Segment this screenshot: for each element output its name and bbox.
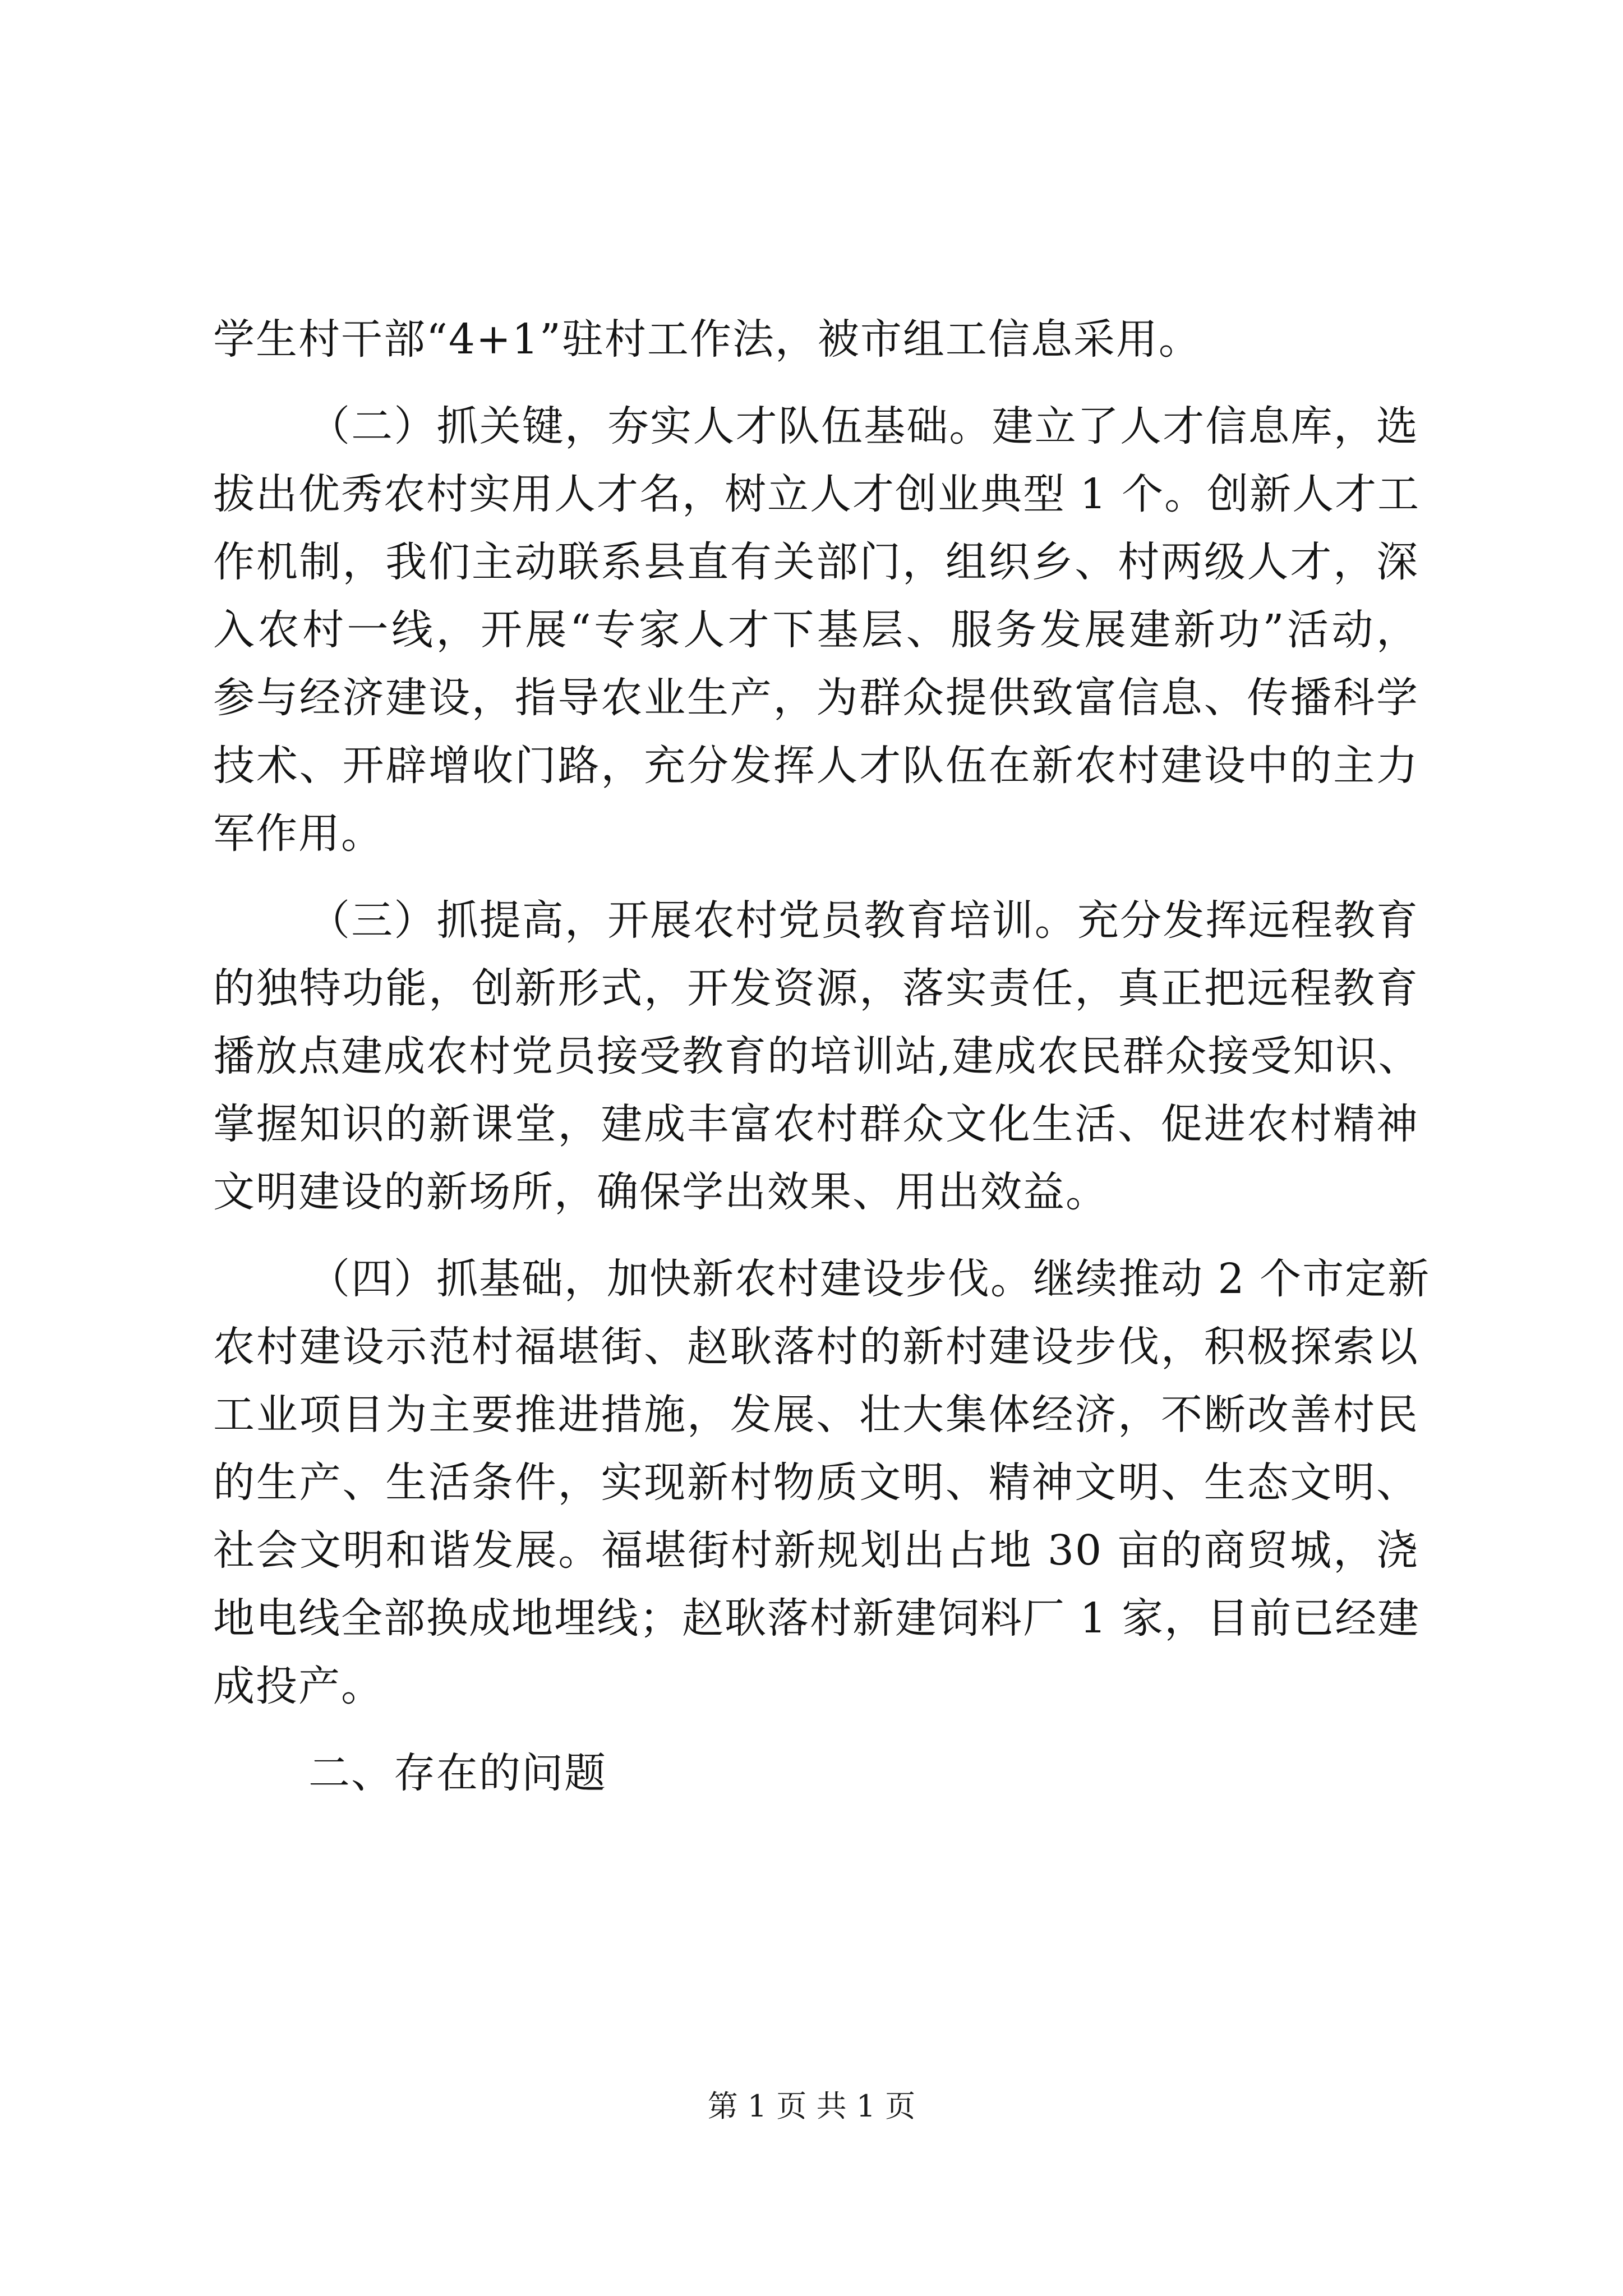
document-body — [213, 306, 1431, 1807]
paragraph-3-line-4: 掌握知识的新课堂，建成丰富农村群众文化生活、促进农村精神 — [213, 1100, 1419, 1148]
page-footer: 第 1 页 共 1 页 — [707, 2088, 916, 2124]
paragraph-2-line-2: 拔出优秀农村实用人才名，树立人才创业典型 1 个。创新人才工 — [213, 470, 1421, 518]
paragraph-4-line-6: 地电线全部换成地埋线；赵耿落村新建饲料厂 1 家，目前已经建 — [213, 1594, 1421, 1642]
paragraph-2-line-3: 作机制，我们主动联系县直有关部门，组织乡、村两级人才，深 — [213, 538, 1419, 586]
paragraph-4-line-5: 社会文明和谐发展。福堪街村新规划出占地 30 亩的商贸城，浇 — [213, 1526, 1419, 1575]
paragraph-4-line-2: 农村建设示范村福堪街、赵耿落村的新村建设步伐，积极探索以 — [213, 1323, 1419, 1371]
paragraph-3-line-1: （三）抓提高，开展农村党员教育培训。充分发挥远程教育 — [308, 896, 1419, 945]
paragraph-4-line-7: 成投产。 — [213, 1662, 384, 1710]
paragraph-1-line-1: 学生村干部“4+1”驻村工作法，被市组工信息采用。 — [213, 315, 1201, 364]
paragraph-2-line-7: 军作用。 — [213, 809, 384, 858]
section-heading: 二、存在的问题 — [308, 1749, 607, 1797]
paragraph-4-line-1: （四）抓基础，加快新农村建设步伐。继续推动 2 个市定新 — [308, 1255, 1431, 1303]
paragraph-2-line-5: 参与经济建设，指导农业生产，为群众提供致富信息、传播科学 — [213, 674, 1419, 722]
paragraph-4-line-3: 工业项目为主要推进措施，发展、壮大集体经济，不断改善村民 — [213, 1391, 1419, 1439]
paragraph-3-line-3: 播放点建成农村党员接受教育的培训站,建成农民群众接受知识、 — [213, 1032, 1421, 1080]
paragraph-4-line-4: 的生产、生活条件，实现新村物质文明、精神文明、生态文明、 — [213, 1458, 1419, 1507]
paragraph-2-line-1: （二）抓关键，夯实人才队伍基础。建立了人才信息库，选 — [308, 402, 1419, 450]
paragraph-3-line-5: 文明建设的新场所，确保学出效果、用出效益。 — [213, 1168, 1108, 1216]
paragraph-3-line-2: 的独特功能，创新形式，开发资源，落实责任，真正把远程教育 — [213, 964, 1419, 1013]
paragraph-2-line-6: 技术、开辟增收门路，充分发挥人才队伍在新农村建设中的主力 — [213, 742, 1419, 790]
paragraph-2-line-4: 入农村一线，开展“专家人才下基层、服务发展建新功”活动， — [213, 606, 1419, 654]
